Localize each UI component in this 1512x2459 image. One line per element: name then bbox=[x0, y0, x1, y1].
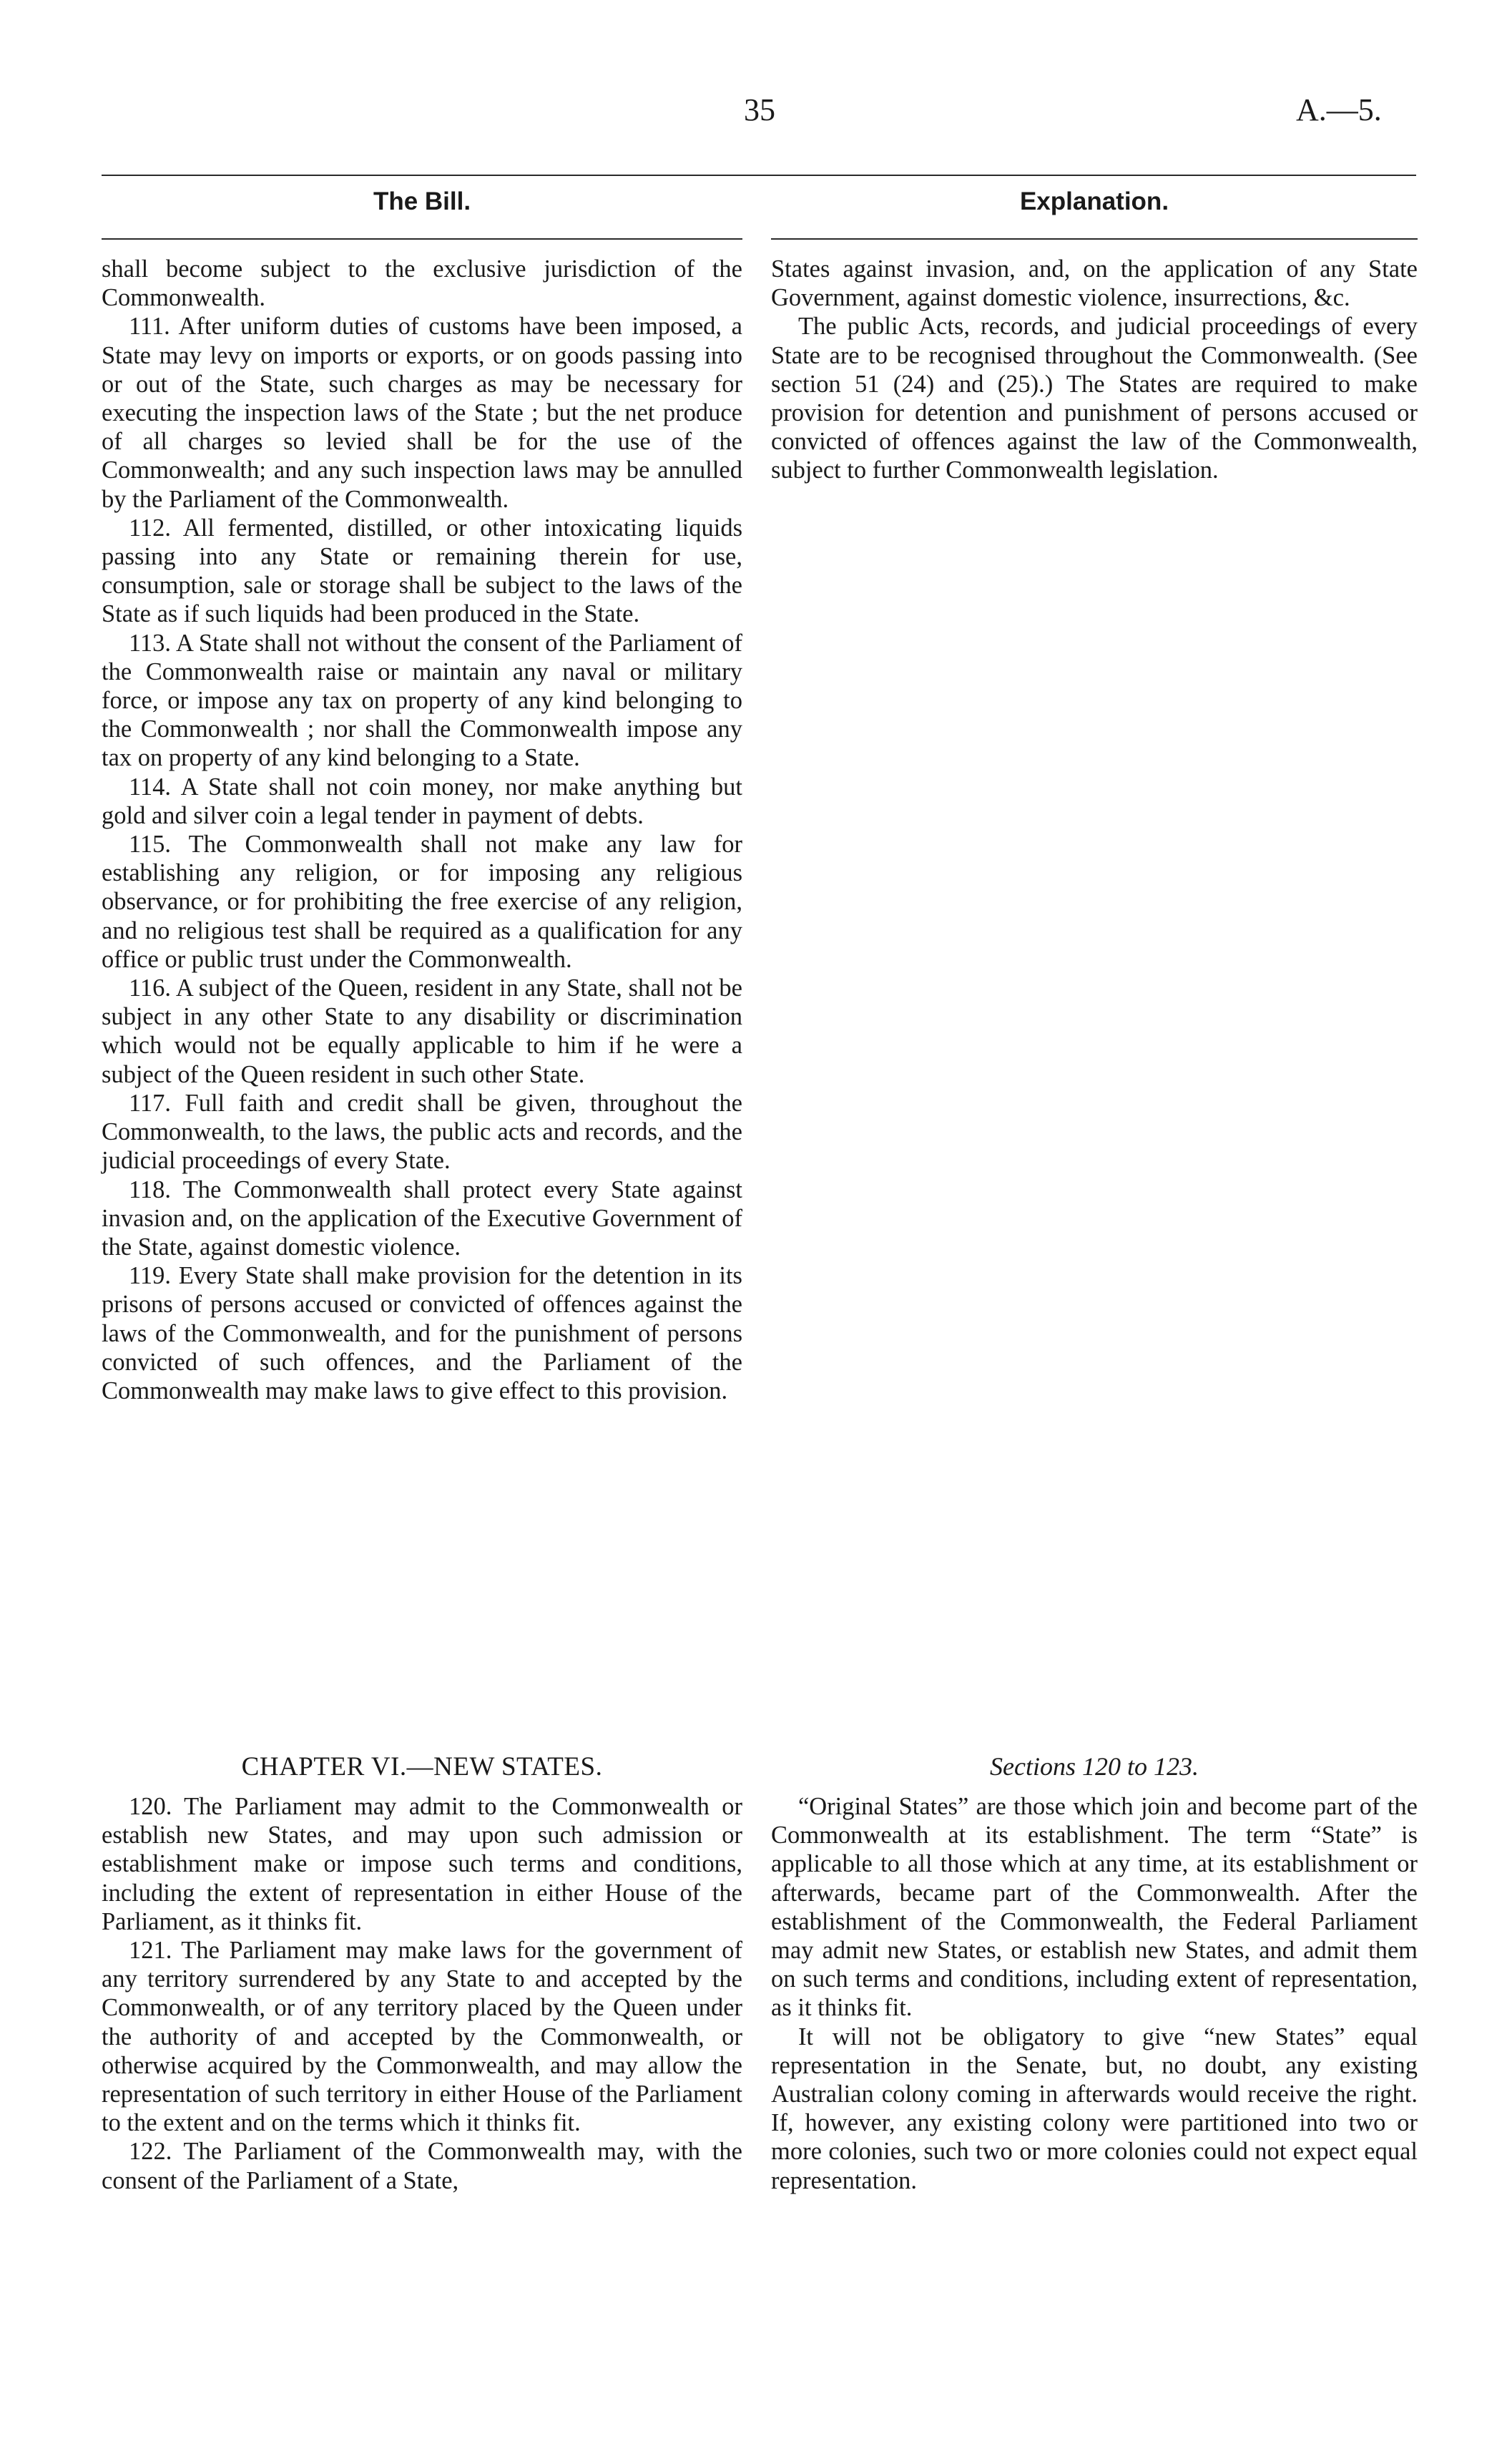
explanation-paragraph: The public Acts, records, and judicial proceedings of every State are to be recognised throughout the Commonwealth. (See section 51 (24) and (25).) The States are required to make provision for detention and punishment of persons accused or convicted of offences against the law of the Commonwealth, subject to further Commonwealth legislation. bbox=[771, 313, 1418, 484]
bill-section-115: 115. The Commonwealth shall not make any law for establishing any religion, or for imposing any religious observance, or for prohibiting the free exercise of any religion, and no religious test shall be required as a qualification for any office or public trust under the Commonwealth. bbox=[102, 831, 742, 973]
bill-section-122: 122. The Parliament of the Commonwealth may, with the consent of the Parliament of a State, bbox=[102, 2138, 742, 2194]
bill-section-118: 118. The Commonwealth shall protect every State against invasion and, on the application of the Executive Government of the State, against domestic violence. bbox=[102, 1175, 742, 1261]
bill-column-heading: The Bill. bbox=[373, 187, 471, 215]
explanation-column-heading: Explanation. bbox=[1019, 187, 1169, 215]
bill-section-112: 112. All fermented, distilled, or other intoxicating liquids passing into any State or remaining therein for use, consumption, sale or storage shall be subject to the laws of the State as if such liquids had been produced in the State. bbox=[102, 514, 742, 628]
bill-heading-rule bbox=[102, 238, 742, 240]
bill-paragraph: shall become subject to the exclusive jurisdiction of the Commonwealth. bbox=[102, 255, 742, 312]
bill-text-top bbox=[102, 255, 742, 1405]
document-reference: A.—5. bbox=[1296, 92, 1382, 127]
explanation-paragraph: It will not be obligatory to give “new States” equal representation in the Senate, but, no doubt, any existing Australian colony coming in afterwards would receive the right. If, however, any existing colony were partitioned into two or more colonies, such two or more colonies could not expect equal representation. bbox=[771, 2023, 1418, 2194]
explanation-paragraph: “Original States” are those which join and become part of the Commonwealth at its establishment. The term “State” is applicable to all those which at any time, at its establishment or afterwards, became part of the Commonwealth. After the establishment of the Commonwealth, the Federal Parliament may admit new States, or establish new States, and admit them on such terms and conditions, including extent of representation, as it thinks fit. bbox=[771, 1793, 1418, 2022]
explanation-text-top bbox=[771, 255, 1418, 485]
bill-section-114: 114. A State shall not coin money, nor make anything but gold and silver coin a legal tender in payment of debts. bbox=[102, 773, 742, 829]
chapter-title: CHAPTER VI.—NEW STATES. bbox=[241, 1752, 603, 1781]
bill-section-120: 120. The Parliament may admit to the Commonwealth or establish new States, and may upon such admission or establishment make or impose such terms and conditions, including the extent of representation in either House of the Parliament, as it thinks fit. bbox=[102, 1793, 742, 1935]
sections-note-text bbox=[771, 1792, 1418, 2195]
explanation-heading-rule bbox=[771, 238, 1418, 240]
bill-section-121: 121. The Parliament may make laws for the government of any territory surrendered by any State to and accepted by the Commonwealth, or of any territory placed by the Queen under the authority of and accepted by the Commonwealth, or otherwise acquired by the Commonwealth, and may allow the representation of such territory in either House of the Parliament to the extent and on the terms which it thinks fit. bbox=[102, 1937, 742, 2137]
page-number: 35 bbox=[744, 92, 775, 127]
sections-note-title: Sections 120 to 123. bbox=[990, 1752, 1199, 1781]
bill-section-113: 113. A State shall not without the consent of the Parliament of the Commonwealth raise or maintain any naval or military force, or impose any tax on property of any kind belonging to the Commonwealth ; nor shall the Commonwealth impose any tax on property of any kind belonging to a State. bbox=[102, 629, 742, 772]
chapter-text bbox=[102, 1792, 742, 2195]
bill-section-111: 111. After uniform duties of customs have been imposed, a State may levy on imports or exports, or on goods passing into or out of the State, such charges as may be necessary for executing the inspection laws of the State ; but the net produce of all charges so levied shall be for the use of the Commonwealth; and any such inspection laws may be annulled by the Parliament of the Commonwealth. bbox=[102, 313, 742, 513]
bill-section-117: 117. Full faith and credit shall be given, throughout the Commonwealth, to the laws, the public acts and records, and the judicial proceedings of every State. bbox=[102, 1089, 742, 1175]
explanation-paragraph: States against invasion, and, on the application of any State Government, against domestic violence, insurrections, &c. bbox=[771, 255, 1418, 312]
bill-section-119: 119. Every State shall make provision for the detention in its prisons of persons accused or convicted of offences against the laws of the Commonwealth, and for the punishment of persons convicted of such offences, and the Parliament of the Commonwealth may make laws to give effect to this provision. bbox=[102, 1262, 742, 1404]
top-rule bbox=[102, 175, 1416, 176]
bill-section-116: 116. A subject of the Queen, resident in any State, shall not be subject in any other State to any disability or discrimination which would not be equally applicable to him if he were a subject of the Queen resident in such other State. bbox=[102, 974, 742, 1088]
